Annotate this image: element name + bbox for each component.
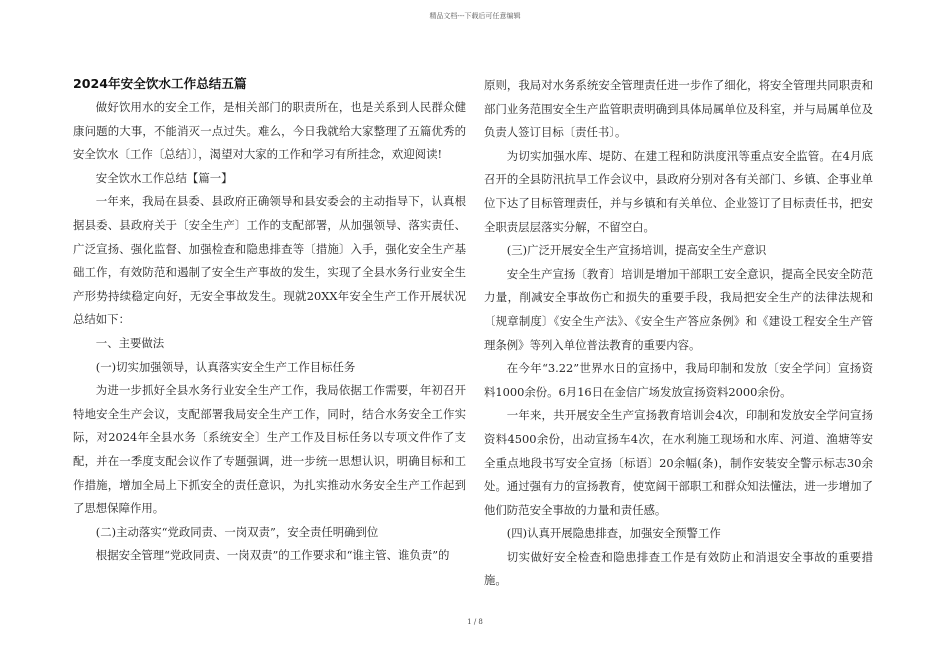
intro-paragraph: 做好饮用水的安全工作，是相关部门的职责所在，也是关系到人民群众健康问题的大事，不能消灭一点过失。难么，今日我就给大家整理了五篇优秀的安全饮水〔工作〔总结〕〕，渴望对大家的工作和学习有所挂念，欢迎阅读! bbox=[73, 100, 466, 162]
body-paragraph-continued: 原则，我局对水务系统安全管理责任进一步作了细化，将安全管理共同职责和部门业务范围安全生产监管职责明确到具体局属单位及科室，并与局属单位及负责人签订目标〔责任书〕。 bbox=[484, 78, 873, 140]
header-note: 精品文档---下载后可任意编辑 bbox=[429, 12, 521, 20]
right-column bbox=[484, 74, 873, 593]
body-paragraph: 安全生产宣扬〔教育〕培训是增加干部职工安全意识，提高全民安全防范力量，削减安全事故伤亡和损失的重要手段，我局把安全生产的法律法规和〔规章制度〕《安全生产法》、《安全生产答应条例》和《建设工程安全生产管理条例》等列入单位普法教育的重要内容。 bbox=[484, 266, 873, 352]
section-heading: 安全饮水工作总结【篇一】 bbox=[95, 170, 233, 185]
body-paragraph: 一年来，共开展安全生产宣扬教育培训会4次，印制和发放安全学问宣扬资料4500余份，出动宣扬车4次，在水利施工现场和水库、河道、渔塘等安全重点地段书写安全宣扬〔标语〕20余幅(条)，制作安装安全警示标志30余处。通过强有力的宣扬教育，使宽阔干部职工和群众知法懂法，进一步增加了他们防范安全事故的力量和责任感。 bbox=[484, 408, 873, 517]
body-paragraph: 根据安全管理“党政同责、一岗双责”的工作要求和“谁主管、谁负责”的 bbox=[95, 548, 450, 563]
subsection-heading: (四)认真开展隐患排查，加强安全预警工作 bbox=[506, 526, 721, 541]
body-paragraph: 在今年“3.22”世界水日的宣扬中，我局印制和发放〔安全学问〕宣扬资料1000余份。6月16日在金信广场发放宣扬资料2000余份。 bbox=[484, 361, 873, 399]
page-indicator: 1 / 8 bbox=[467, 618, 483, 626]
subsection-heading: (二)主动落实“党政同责、一岗双责”，安全责任明确到位 bbox=[95, 524, 379, 539]
body-paragraph: 为切实加强水库、堤防、在建工程和防洪度汛等重点安全监管。在4月底召开的全县防汛抗旱工作会议中，县政府分别对各有关部门、乡镇、企事业单位下达了目标管理责任，并与乡镇和有关单位、企业签订了目标责任书，把安全职责层层落实分解，不留空白。 bbox=[484, 148, 873, 234]
document-title: 2024年安全饮水工作总结五篇 bbox=[73, 76, 247, 91]
body-paragraph: 切实做好安全检查和隐患排查工作是有效防止和消退安全事故的重要措施。 bbox=[484, 549, 873, 588]
subsection-heading: (一)切实加强领导，认真落实安全生产工作目标任务 bbox=[95, 359, 356, 374]
subsection-heading: (三)广泛开展安全生产宣扬培训，提高安全生产意识 bbox=[506, 243, 767, 258]
body-paragraph: 一年来，我局在县委、县政府正确领导和县安委会的主动指导下，认真根据县委、县政府关于〔安全生产〕工作的支配部署，从加强领导、落实责任、广泛宣扬、强化监督、加强检查和隐患排查等〔措施〕入手，强化安全生产基础工作，有效防范和遏制了安全生产事故的发生，实现了全县水务行业安全生产形势持续稳定向好，无安全事故发生。现就20XX年安全生产工作开展状况总结如下： bbox=[73, 194, 466, 327]
body-paragraph: 为进一步抓好全县水务行业安全生产工作，我局依据工作需要，年初召开特地安全生产会议，支配部署我局安全生产工作，同时，结合水务安全工作实际，对2024年全县水务〔系统安全〕生产工作及目标任务以专项文件作了支配，并在一季度支配会议作了专题强调，进一步统一思想认识，明确目标和工作措施，增加全局上下抓安全的责任意识，为扎实推动水务安全生产工作起到了思想保障作用。 bbox=[73, 383, 466, 516]
left-column bbox=[73, 74, 466, 568]
subsection-heading: 一、主要做法 bbox=[95, 335, 165, 350]
